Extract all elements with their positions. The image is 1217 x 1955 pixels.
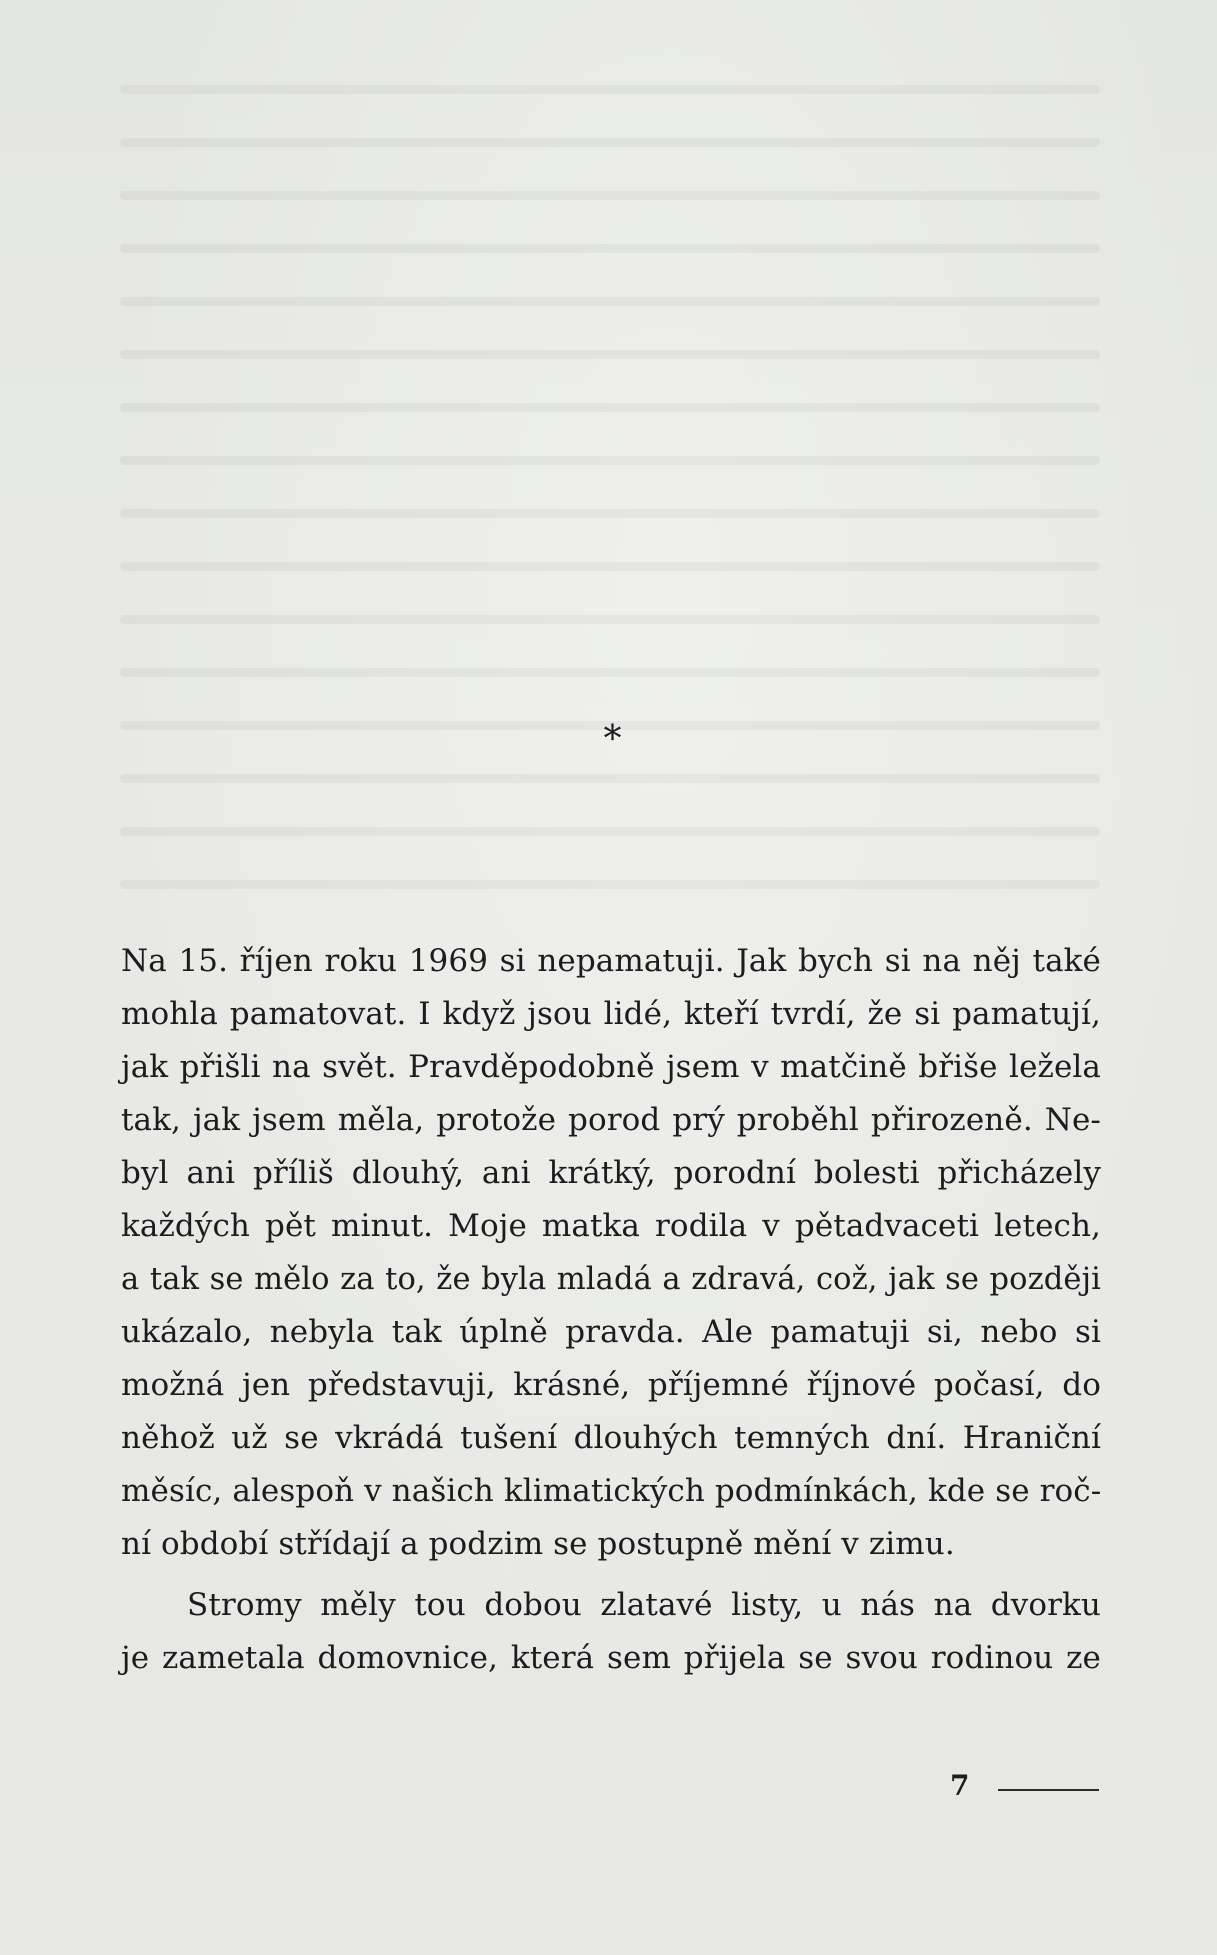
text-line: mohla pamatovat. I když jsou lidé, kteří tvrdí, že si pamatují, xyxy=(121,996,1101,1032)
page-number-rule xyxy=(998,1789,1099,1791)
text-line: tak, jak jsem měla, protože porod prý proběhl přirozeně. Ne- xyxy=(121,1102,1101,1138)
text-line: něhož už se vkrádá tušení dlouhých temných dní. Hraniční xyxy=(121,1420,1101,1456)
text-line: Na 15. říjen roku 1969 si nepamatuji. Jak bych si na něj také xyxy=(121,943,1101,979)
text-line: jak přišli na svět. Pravděpodobně jsem v matčině břiše ležela xyxy=(121,1049,1101,1085)
text-line: ukázalo, nebyla tak úplně pravda. Ale pamatuji si, nebo si xyxy=(121,1314,1101,1350)
text-line: a tak se mělo za to, že byla mladá a zdravá, což, jak se později xyxy=(121,1262,1101,1297)
text-line: byl ani příliš dlouhý, ani krátký, porodní bolesti přicházely xyxy=(121,1155,1101,1191)
text-line: každých pět minut. Moje matka rodila v pětadvaceti letech, xyxy=(121,1208,1101,1244)
paragraph-1 xyxy=(121,935,1101,1571)
text-line: ní období střídají a podzim se postupně mění v zimu. xyxy=(121,1526,955,1562)
text-line: je zametala domovnice, která sem přijela se svou rodinou ze xyxy=(121,1640,1101,1676)
section-separator: * xyxy=(603,719,622,760)
text-line: Stromy měly tou dobou zlatavé listy, u nás na dvorku xyxy=(187,1587,1101,1623)
page-number: 7 xyxy=(950,1769,970,1802)
show-through-text xyxy=(120,85,1100,915)
paragraph-2 xyxy=(121,1579,1101,1685)
text-line: možná jen představuji, krásné, příjemné říjnové počasí, do xyxy=(121,1367,1101,1403)
body-text xyxy=(121,935,1101,1685)
text-line: měsíc, alespoň v našich klimatických podmínkách, kde se roč- xyxy=(121,1473,1102,1509)
